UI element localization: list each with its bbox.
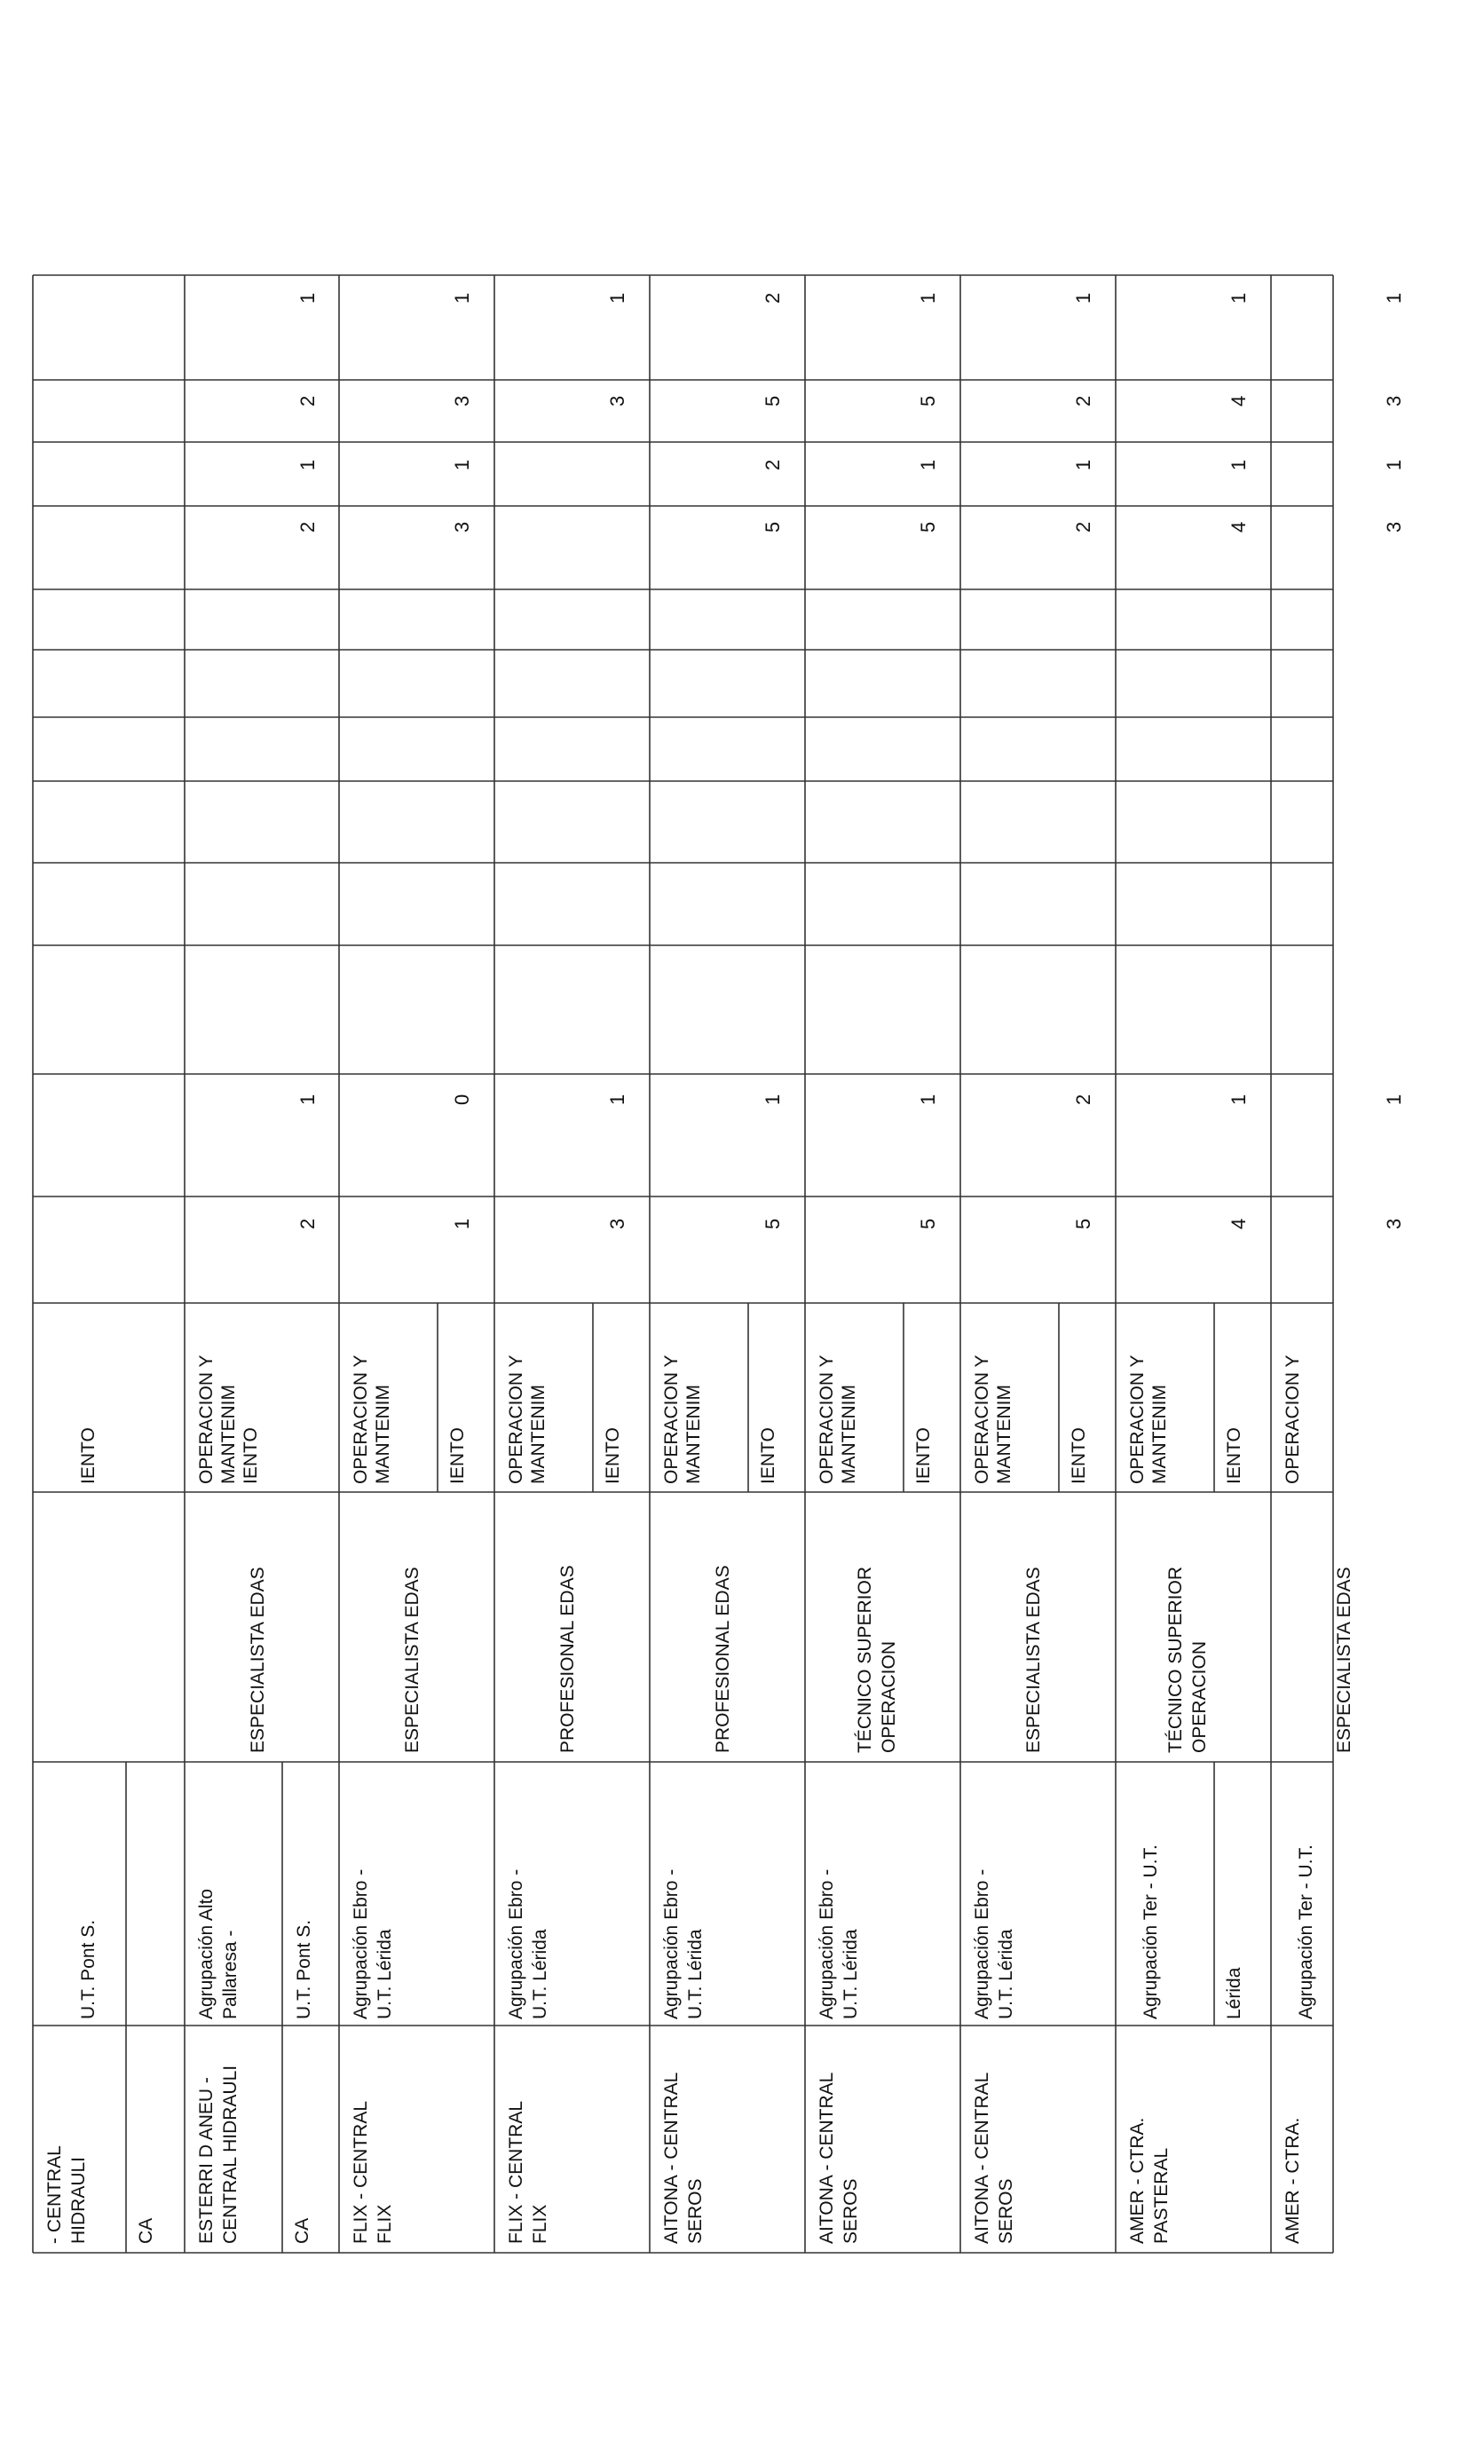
value-v2: 1 — [296, 1094, 319, 1105]
especialidad-text: MANTENIM — [994, 1385, 1014, 1484]
value-v6: 1 — [296, 292, 319, 304]
ut-text: U.T. Lérida — [996, 1929, 1016, 2019]
centro-text: AITONA - CENTRAL — [972, 2072, 992, 2244]
categoria-text: ESPECIALISTA EDAS — [1023, 1567, 1044, 1753]
value-v1: 1 — [451, 1218, 473, 1229]
categoria-text: PROFESIONAL EDAS — [713, 1565, 733, 1753]
value-v4: 1 — [917, 459, 939, 470]
value-v2: 1 — [1383, 1094, 1405, 1105]
ut-text: U.T. Pont S. — [78, 1919, 99, 2019]
ut-text: Agrupación Ter - U.T. — [1296, 1844, 1316, 2019]
value-v1: 2 — [296, 1218, 319, 1229]
especialidad-text: OPERACION Y — [506, 1354, 526, 1484]
especialidad-text: MANTENIM — [218, 1385, 239, 1484]
value-v2: 1 — [917, 1094, 939, 1105]
centro-text: SEROS — [685, 2178, 706, 2244]
categoria-text: ESPECIALISTA EDAS — [402, 1567, 422, 1753]
value-v6: 1 — [917, 292, 939, 304]
value-v2: 1 — [1227, 1094, 1250, 1105]
especialidad-text-cont: IENTO — [758, 1427, 778, 1484]
value-v5: 3 — [606, 395, 628, 407]
centro-text: AITONA - CENTRAL — [817, 2072, 837, 2244]
ut-text: U.T. Lérida — [530, 1929, 550, 2019]
ut-text: Agrupación Ter - U.T. — [1141, 1844, 1161, 2019]
value-v3: 3 — [451, 521, 473, 533]
value-v5: 2 — [1072, 395, 1094, 407]
especialidad-text: OPERACION Y — [351, 1354, 371, 1484]
value-v6: 1 — [451, 292, 473, 304]
centro-text: FLIX — [530, 2204, 550, 2244]
value-v1: 3 — [606, 1218, 628, 1229]
value-v2: 1 — [762, 1094, 784, 1105]
ut-text: U.T. Lérida — [685, 1929, 706, 2019]
ut-text: Agrupación Ebro - — [661, 1868, 682, 2019]
categoria-text: OPERACION — [1189, 1640, 1210, 1753]
ut-text-cont: Lérida — [1224, 1967, 1244, 2019]
value-v5: 3 — [451, 395, 473, 407]
centro-text: ESTERRI D ANEU - — [196, 2077, 217, 2244]
especialidad-text: MANTENIM — [373, 1385, 393, 1484]
categoria-text: TÉCNICO SUPERIOR — [1165, 1566, 1186, 1753]
value-v1: 4 — [1227, 1218, 1250, 1229]
value-v3: 5 — [762, 521, 784, 533]
value-v6: 1 — [1227, 292, 1250, 304]
centro-text-cont: CA — [292, 2217, 312, 2244]
value-v2: 0 — [451, 1094, 473, 1105]
especialidad-text: OPERACION Y — [1127, 1354, 1148, 1484]
especialidad-text: OPERACION Y — [817, 1354, 837, 1484]
value-v6: 1 — [1072, 292, 1094, 304]
centro-text: PASTERAL — [1151, 2147, 1172, 2244]
value-v4: 1 — [296, 459, 319, 470]
especialidad-text: OPERACION Y — [1283, 1354, 1303, 1484]
ut-text: Agrupación Ebro - — [351, 1868, 371, 2019]
value-v6: 2 — [762, 292, 784, 304]
categoria-text: ESPECIALISTA EDAS — [1334, 1567, 1354, 1753]
value-v4: 1 — [451, 459, 473, 470]
categoria-text: OPERACION — [879, 1640, 899, 1753]
centro-text: - CENTRAL — [44, 2145, 65, 2244]
value-v3: 5 — [917, 521, 939, 533]
especialidad-text: OPERACION Y — [196, 1354, 217, 1484]
ut-text: U.T. Lérida — [375, 1929, 395, 2019]
centro-text: AITONA - CENTRAL — [661, 2072, 682, 2244]
ut-text-cont: U.T. Pont S. — [294, 1919, 314, 2019]
value-v4: 1 — [1383, 459, 1405, 470]
value-v1: 5 — [917, 1218, 939, 1229]
centro-text: SEROS — [841, 2178, 861, 2244]
centro-text-cont: CA — [136, 2217, 156, 2244]
categoria-text: TÉCNICO SUPERIOR — [855, 1566, 875, 1753]
ut-text: Agrupación Ebro - — [972, 1868, 992, 2019]
categoria-text: PROFESIONAL EDAS — [557, 1565, 578, 1753]
especialidad-text: MANTENIM — [1149, 1385, 1170, 1484]
value-v4: 1 — [1072, 459, 1094, 470]
value-v1: 5 — [1072, 1218, 1094, 1229]
value-v5: 4 — [1227, 395, 1250, 407]
especialidad-text: MANTENIM — [528, 1385, 549, 1484]
especialidad-text: OPERACION Y — [972, 1354, 992, 1484]
especialidad-text-cont: IENTO — [1224, 1427, 1244, 1484]
centro-text: SEROS — [996, 2178, 1016, 2244]
centro-text: FLIX - CENTRAL — [351, 2100, 371, 2244]
value-v1: 3 — [1383, 1218, 1405, 1229]
value-v3: 3 — [1383, 521, 1405, 533]
centro-text: HIDRAULI — [68, 2156, 89, 2244]
value-v2: 1 — [606, 1094, 628, 1105]
value-v5: 2 — [296, 395, 319, 407]
especialidad-text: OPERACION Y — [661, 1354, 682, 1484]
value-v5: 3 — [1383, 395, 1405, 407]
centro-text: FLIX — [375, 2204, 395, 2244]
ut-text: Agrupación Alto — [196, 1888, 217, 2019]
value-v1: 5 — [762, 1218, 784, 1229]
ut-text: Agrupación Ebro - — [817, 1868, 837, 2019]
ut-text: U.T. Lérida — [841, 1929, 861, 2019]
value-v2: 2 — [1072, 1094, 1094, 1105]
especialidad-text-cont: IENTO — [603, 1427, 623, 1484]
ut-text: Pallaresa - — [220, 1930, 241, 2019]
value-v4: 1 — [1227, 459, 1250, 470]
especialidad-text-cont: IENTO — [447, 1427, 468, 1484]
especialidad-text: IENTO — [241, 1427, 261, 1484]
value-v3: 2 — [296, 521, 319, 533]
value-v3: 2 — [1072, 521, 1094, 533]
especialidad-text-cont: IENTO — [78, 1427, 99, 1484]
especialidad-text-cont: IENTO — [1069, 1427, 1089, 1484]
centro-text: AMER - CTRA. — [1283, 2117, 1303, 2244]
value-v4: 2 — [762, 459, 784, 470]
centro-text: AMER - CTRA. — [1127, 2117, 1148, 2244]
value-v6: 1 — [1383, 292, 1405, 304]
especialidad-text: MANTENIM — [683, 1385, 704, 1484]
centro-text: CENTRAL HIDRAULI — [220, 2065, 241, 2244]
value-v5: 5 — [762, 395, 784, 407]
especialidad-text: MANTENIM — [839, 1385, 859, 1484]
value-v5: 5 — [917, 395, 939, 407]
centro-text: FLIX - CENTRAL — [506, 2100, 526, 2244]
categoria-text: ESPECIALISTA EDAS — [248, 1567, 268, 1753]
ut-text: Agrupación Ebro - — [506, 1868, 526, 2019]
value-v6: 1 — [606, 292, 628, 304]
especialidad-text-cont: IENTO — [913, 1427, 934, 1484]
value-v3: 4 — [1227, 521, 1250, 533]
